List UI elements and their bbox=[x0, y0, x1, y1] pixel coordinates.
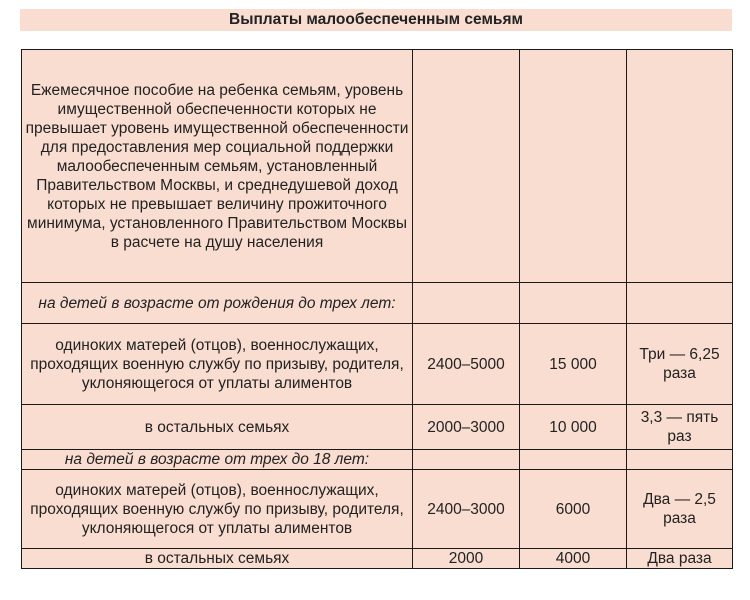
category-cell: в остальных семьях bbox=[22, 405, 413, 450]
category-cell: в остальных семьях bbox=[22, 549, 413, 569]
increase-cell: Два раза bbox=[627, 549, 733, 569]
page-title: Выплаты малообеспеченным семьям bbox=[20, 9, 732, 31]
old-amount-cell: 2400–5000 bbox=[413, 324, 520, 405]
empty-cell bbox=[520, 50, 627, 283]
table-row bbox=[22, 405, 733, 450]
table-row bbox=[22, 549, 733, 569]
category-cell: одиноких матерей (отцов), военнослужащих, проходящих военную службу по призыву, родителя, уклоняющегося от уплаты алиментов bbox=[22, 470, 413, 549]
table-row bbox=[22, 470, 733, 549]
increase-cell: 3,3 — пять раз bbox=[627, 405, 733, 450]
age-group-heading: на детей в возрасте от трех до 18 лет: bbox=[22, 450, 413, 470]
empty-cell bbox=[520, 283, 627, 324]
table-row-subheading bbox=[22, 283, 733, 324]
intro-description-cell: Ежемесячное пособие на ребенка семьям, уровень имущественной обеспеченности которых не превышает уровень имущественной обеспеченности для предоставления мер социальной поддержки малообеспеченным семьям, установленный Правительством Москвы, и среднедушевой доход которых не превышает величину прожиточного минимума, установленного Правительством Москвы в расчете на душу населения bbox=[22, 50, 413, 283]
old-amount-cell: 2000–3000 bbox=[413, 405, 520, 450]
empty-cell bbox=[627, 50, 733, 283]
increase-cell: Три — 6,25 раза bbox=[627, 324, 733, 405]
empty-cell bbox=[627, 283, 733, 324]
table-row bbox=[22, 324, 733, 405]
empty-cell bbox=[627, 450, 733, 470]
payments-table bbox=[21, 49, 733, 569]
new-amount-cell: 15 000 bbox=[520, 324, 627, 405]
new-amount-cell: 6000 bbox=[520, 470, 627, 549]
table-row-intro bbox=[22, 50, 733, 283]
increase-cell: Два — 2,5 раза bbox=[627, 470, 733, 549]
old-amount-cell: 2000 bbox=[413, 549, 520, 569]
age-group-heading: на детей в возрасте от рождения до трех лет: bbox=[22, 283, 413, 324]
new-amount-cell: 4000 bbox=[520, 549, 627, 569]
empty-cell bbox=[520, 450, 627, 470]
empty-cell bbox=[413, 50, 520, 283]
table-row-subheading bbox=[22, 450, 733, 470]
empty-cell bbox=[413, 283, 520, 324]
old-amount-cell: 2400–3000 bbox=[413, 470, 520, 549]
new-amount-cell: 10 000 bbox=[520, 405, 627, 450]
empty-cell bbox=[413, 450, 520, 470]
category-cell: одиноких матерей (отцов), военнослужащих, проходящих военную службу по призыву, родителя, уклоняющегося от уплаты алиментов bbox=[22, 324, 413, 405]
